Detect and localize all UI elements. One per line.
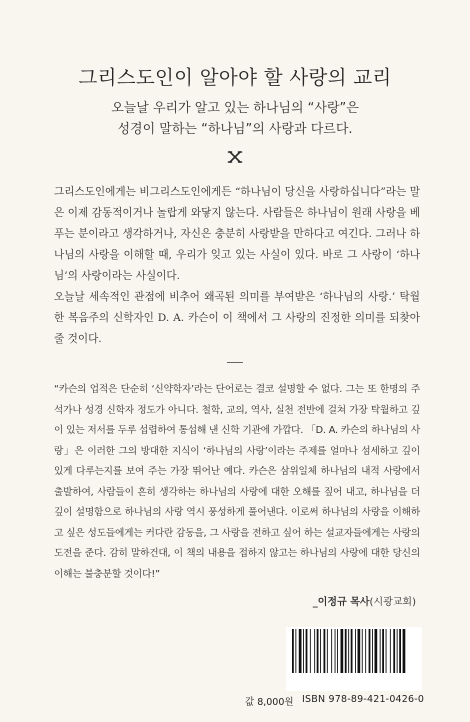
body-text xyxy=(54,182,420,350)
body-paragraph-1: 그리스도인에게는 비그리스도인에게든 “하나님이 당신을 사랑하십니다”라는 말은 이제 감동적이거나 놀랍게 와닿지 않는다. 사람들은 하나님이 원래 사랑을 베푸는 분이라고 생각하거나, 자신은 충분히 사랑받을 만하다고 여긴다. 그러나 하나님의 사랑을 이해할 때, 우리가 잊고 있는 사실이 있다. 바로 그 사랑이 ‘하나님’의 사랑이라는 사실이다. xyxy=(54,186,420,282)
price-label: 값 8,000원 xyxy=(245,697,294,708)
subtitle-line-2: 성경이 말하는 “하나님”의 사랑과 다르다. xyxy=(117,122,353,137)
subtitle-line-1: 오늘날 우리가 알고 있는 하나님의 “사랑”은 xyxy=(111,101,359,116)
attribution-church: (시광교회) xyxy=(369,597,416,608)
body-paragraph-2: 오늘날 세속적인 관점에 비추어 왜곡된 의미를 부여받은 ‘하나님의 사랑.’ 탁월한 복음주의 신학자인 D. A. 카슨이 이 책에서 그 사랑의 진정한 의미를 되찾아 줄 것이다. xyxy=(54,291,420,345)
subtitle xyxy=(0,98,470,140)
cross-icon xyxy=(227,149,243,165)
isbn-barcode xyxy=(290,627,418,675)
section-divider xyxy=(227,362,243,363)
endorsement-quote: “카슨의 업적은 단순히 ‘신약학자’라는 단어로는 결코 설명할 수 없다. 그는 또 한명의 주석가나 성경 신학자 정도가 아니다. 철학, 교의, 역사, 실천 전반에 걸쳐 가장 탁월하고 깊이 있는 저서를 두루 섭렵하여 통섭해 낸 신학 기관에 가깝다. 「D. A. 카슨의 하나님의 사랑」은 이러한 그의 방대한 지식이 ‘하나님의 사랑’이라는 주제를 얼마나 섬세하고 깊이 있게 다루는지를 보여 주는 가장 뛰어난 예다. 카슨은 삼위일체 하나님의 내적 사랑에서 출발하여, 사람들이 흔히 생각하는 하나님의 사랑에 대한 오해를 짚어 내고, 하나님을 더 깊이 설명함으로 하나님의 사랑 역시 풍성하게 풀어낸다. 이로써 하나님의 사랑을 이해하고 싶은 성도들에게는 커다란 감동을, 그 사랑을 전하고 싶어 하는 설교자들에게는 사랑의 도전을 준다. 감히 말하건대, 이 책의 내용을 접하지 않고는 하나님의 사랑에 대한 당신의 이해는 불충분할 것이다!” xyxy=(54,384,420,580)
isbn-label: ISBN 978-89-421-0426-0 xyxy=(302,694,425,705)
back-cover-title: 그리스도인이 알아야 할 사랑의 교리 xyxy=(78,66,392,89)
attribution-name: _이정규 목사 xyxy=(312,597,370,608)
barcode-area xyxy=(286,627,422,691)
endorsement-attribution xyxy=(313,593,416,608)
